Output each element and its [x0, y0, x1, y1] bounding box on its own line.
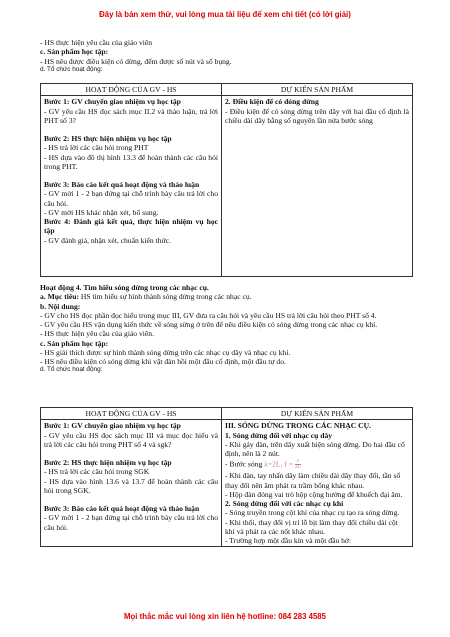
paragraph: - Trường hợp một đầu kín và một đầu hở:	[225, 536, 352, 545]
product-label: c. Sản phẩm học tập:	[40, 338, 109, 348]
product-line: - HS giải thích được sự hình thành sóng dừng trên các nhạc cụ dây và nhạc cụ khí.	[40, 347, 291, 357]
paragraph: - Khi gảy đàn, trên dây xuất hiện sóng dừng. Do hai đầu cố định, nên là 2 nút.	[225, 439, 405, 458]
content-line: - GV cho HS đọc phần đọc hiểu trong mục III, GV đưa ra câu hỏi và yêu cầu HS trả lời câu hỏi theo PHT số 4.	[40, 310, 377, 320]
activity-table-4	[40, 407, 413, 547]
formula-numerator: v	[296, 459, 300, 465]
paragraph: - Hộp đàn đóng vai trò hộp cộng hưởng để khuếch đại âm.	[225, 489, 403, 499]
activity-title: Hoạt động 4. Tìm hiểu sóng dừng trong các nhạc cụ.	[40, 283, 209, 292]
spacer	[44, 449, 218, 458]
activity-table-3	[40, 83, 413, 277]
table-header-product: DỰ KIẾN SẢN PHẨM	[222, 408, 413, 420]
table-cell-left	[41, 96, 222, 277]
table-header-gv: HOẠT ĐỘNG CỦA GV - HS	[41, 84, 222, 96]
paragraph: - Khi đàn, tay nhấn dây làm chiều dài dây thay đổi, tần số thay đổi nên âm phát ra trầm bổng khác nhau.	[225, 471, 401, 490]
formula-fraction	[295, 459, 301, 470]
step-text: - Điều kiện để có sóng dừng trên dây với hai đầu cố định là chiều dài dây bằng số nguyên lần nửa bước sóng	[225, 106, 409, 125]
table-cell-right	[222, 96, 413, 277]
step-heading: Bước 1: GV chuyển giao nhiệm vụ học tập	[44, 421, 181, 431]
goal-text: HS tìm hiểu sự hình thành sóng dừng trong các nhạc cụ.	[79, 292, 252, 302]
intro-line: - HS thực hiện yêu cầu của giáo viên	[40, 38, 153, 47]
spacer	[44, 495, 218, 504]
step-heading: Bước 3: Báo cáo kết quả hoạt động và thảo luận	[44, 504, 200, 513]
subsection-heading: 2. Sóng dừng đối với các nhạc cụ khí	[225, 499, 344, 508]
step-text: - GV đánh giá, nhận xét, chuẩn kiến thức.	[44, 235, 171, 245]
formula-line	[225, 459, 409, 470]
subsection-heading: 1. Sóng dừng đối với nhạc cụ dây	[225, 430, 333, 440]
formula-denominator: 2L	[295, 465, 301, 471]
product-line: - HS nêu điều kiện có sóng dừng khi vật đàn hồi một đầu cố định, một đầu tự do.	[40, 357, 286, 366]
intro-section	[40, 38, 412, 74]
hotline-banner: Mọi thắc mắc vui lòng xin liên hệ hotline: 084 283 4585	[124, 612, 326, 621]
step-heading: Bước 2: HS thực hiện nhiệm vụ học tập	[44, 134, 172, 143]
table-cell-right	[222, 420, 413, 547]
organize-label: d. Tổ chức hoạt động:	[40, 366, 103, 374]
content-label: b. Nội dung:	[40, 301, 81, 311]
section-heading: III. SÓNG DỪNG TRONG CÁC NHẠC CỤ.	[225, 421, 371, 431]
spacer	[44, 171, 218, 180]
step-text: - HS dựa vào hình 13.6 và 13.7 để hoàn thành các câu hỏi trong SGK.	[44, 476, 218, 495]
step-text: - GV mời 1 - 2 bạn đứng tại chỗ trình bày câu trả lời cho câu hỏi.	[44, 189, 218, 208]
step-text: - GV yêu cầu HS đọc sách mục II.2 và thảo luận, trả lời PHT số 3?	[44, 106, 218, 125]
step-heading: Bước 3: Báo cáo kết quả hoạt động và thảo luận	[44, 180, 200, 189]
intro-line: - HS nêu được điều kiện có dừng, đếm được số nút và số bụng.	[40, 56, 232, 66]
formula-wavelength: λ=2L,	[264, 459, 283, 469]
goal-label: a. Mục tiêu:	[40, 292, 80, 302]
preview-banner: Đây là bản xem thử, vui lòng mua tài liệu để xem chi tiết (có lời giải)	[99, 10, 351, 19]
table-header-gv: HOẠT ĐỘNG CỦA GV - HS	[41, 408, 222, 420]
formula-frequency-label: f =	[284, 459, 294, 469]
table-cell-left	[41, 420, 222, 547]
step-heading: Bước 4: Đánh giá kết quả, thực hiện nhiệm vụ học tập	[44, 217, 218, 236]
intro-subheading: d. Tổ chức hoạt động:	[40, 65, 103, 73]
step-text: - HS trả lời các câu hỏi trong SGK	[44, 467, 150, 477]
activity-4-section	[40, 283, 412, 374]
paragraph: - Khi thổi, thay đổi vị trí lỗ bịt làm thay đổi chiều dài cột khí và phát ra các nốt khác nhau.	[225, 517, 398, 536]
step-heading: Bước 2: HS thực hiện nhiệm vụ học tập	[44, 458, 172, 467]
step-text: - HS dựa vào đồ thị hình 13.3 để hoàn thành các câu hỏi trong PHT.	[44, 152, 218, 171]
paragraph: - Sóng truyền trong cột khí của nhạc cụ tạo ra sóng dừng.	[225, 508, 400, 518]
step-text: - GV mời 1 - 2 bạn đứng tại chỗ trình bày câu trả lời cho câu hỏi.	[44, 513, 218, 532]
formula-label: - Bước sóng	[225, 459, 263, 469]
step-text: - HS trả lời các câu hỏi trong PHT	[44, 143, 149, 153]
step-text: - GV mời HS khác nhận xét, bổ sung.	[44, 207, 159, 217]
step-heading: Bước 1: GV chuyển giao nhiệm vụ học tập	[44, 97, 181, 107]
content-line: - GV yêu cầu HS vận dụng kiến thức về sóng sừng ở trên để nêu điều kiện có sóng dừng trong các nhạc cụ khí.	[40, 320, 378, 329]
step-text: - GV yêu cầu HS đọc sách mục III và mục đọc hiểu và trả lời các câu hỏi trong PHT số 4 và sgk?	[44, 430, 218, 449]
step-heading: 2. Điều kiện để có dóng dừng	[225, 97, 319, 107]
intro-heading: c. Sản phẩm học tập:	[40, 47, 109, 57]
content-line: - HS thực hiện yêu cầu của giáo viên.	[40, 329, 154, 339]
spacer	[44, 125, 218, 134]
table-header-product: DỰ KIẾN SẢN PHẨM	[222, 84, 413, 96]
